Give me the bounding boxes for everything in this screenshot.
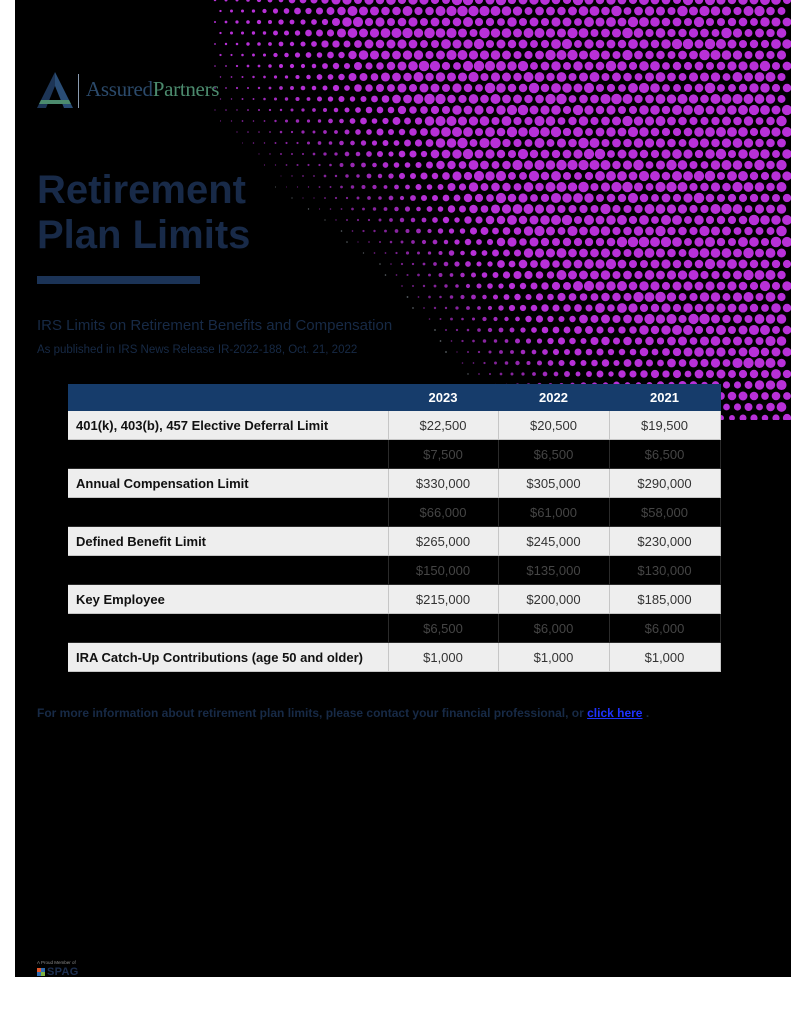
footer-note	[37, 706, 649, 720]
row-label	[68, 498, 388, 527]
column-header-2021: 2021	[609, 384, 720, 411]
cell-value: $135,000	[498, 556, 609, 585]
cell-value: $19,500	[609, 411, 720, 440]
row-label: Key Employee	[68, 585, 388, 614]
row-label: 401(k), 403(b), 457 Elective Deferral Limit	[68, 411, 388, 440]
footer-end: .	[642, 706, 650, 720]
table-row	[68, 469, 720, 498]
cell-value: $1,000	[609, 643, 720, 672]
cell-value: $305,000	[498, 469, 609, 498]
click-here-link[interactable]: click here	[587, 706, 643, 720]
cell-value: $290,000	[609, 469, 720, 498]
cell-value: $61,000	[498, 498, 609, 527]
cell-value: $265,000	[388, 527, 498, 556]
cell-value: $330,000	[388, 469, 498, 498]
cell-value: $1,000	[498, 643, 609, 672]
table-row	[68, 556, 720, 585]
title-line-1: Retirement	[37, 168, 246, 212]
cell-value: $230,000	[609, 527, 720, 556]
footer-text: For more information about retirement plan limits, please contact your financial professional, or	[37, 706, 588, 720]
limits-table	[68, 384, 721, 672]
spag-logo-text: SPAG	[47, 966, 79, 977]
spag-member-caption: A Proud Member of	[37, 960, 76, 965]
row-label: IRA Catch-Up Contributions (age 50 and older)	[68, 643, 388, 672]
cell-value: $6,500	[388, 614, 498, 643]
cell-value: $215,000	[388, 585, 498, 614]
cell-value: $7,500	[388, 440, 498, 469]
cell-value: $6,500	[609, 440, 720, 469]
title-line-2: Plan Limits	[37, 213, 251, 257]
page-title	[37, 168, 250, 258]
subtitle: IRS Limits on Retirement Benefits and Compensation	[37, 317, 393, 334]
cell-value: $22,500	[388, 411, 498, 440]
table-row	[68, 411, 720, 440]
logo-divider	[78, 74, 79, 108]
table-row	[68, 498, 720, 527]
column-header-label	[68, 384, 388, 411]
cell-value: $200,000	[498, 585, 609, 614]
cell-value: $6,000	[498, 614, 609, 643]
table-row	[68, 440, 720, 469]
title-underline	[37, 276, 200, 284]
column-header-2022: 2022	[498, 384, 609, 411]
table-row	[68, 643, 720, 672]
spag-member-badge	[37, 960, 97, 977]
row-label	[68, 556, 388, 585]
cell-value: $6,000	[609, 614, 720, 643]
table-header-row	[68, 384, 720, 411]
table-row	[68, 527, 720, 556]
page	[15, 0, 791, 977]
cell-value: $150,000	[388, 556, 498, 585]
column-header-2023: 2023	[388, 384, 498, 411]
cell-value: $20,500	[498, 411, 609, 440]
logo-mark-icon	[37, 72, 73, 108]
table-row	[68, 614, 720, 643]
cell-value: $245,000	[498, 527, 609, 556]
source-note: As published in IRS News Release IR-2022-188, Oct. 21, 2022	[37, 344, 358, 356]
row-label	[68, 614, 388, 643]
spag-logo-icon	[37, 968, 45, 976]
assured-partners-logo[interactable]	[37, 72, 237, 112]
table-row	[68, 585, 720, 614]
cell-value: $1,000	[388, 643, 498, 672]
cell-value: $6,500	[498, 440, 609, 469]
logo-wordmark: AssuredPartners	[86, 77, 220, 101]
cell-value: $130,000	[609, 556, 720, 585]
row-label	[68, 440, 388, 469]
cell-value: $66,000	[388, 498, 498, 527]
cell-value: $58,000	[609, 498, 720, 527]
row-label: Defined Benefit Limit	[68, 527, 388, 556]
row-label: Annual Compensation Limit	[68, 469, 388, 498]
cell-value: $185,000	[609, 585, 720, 614]
